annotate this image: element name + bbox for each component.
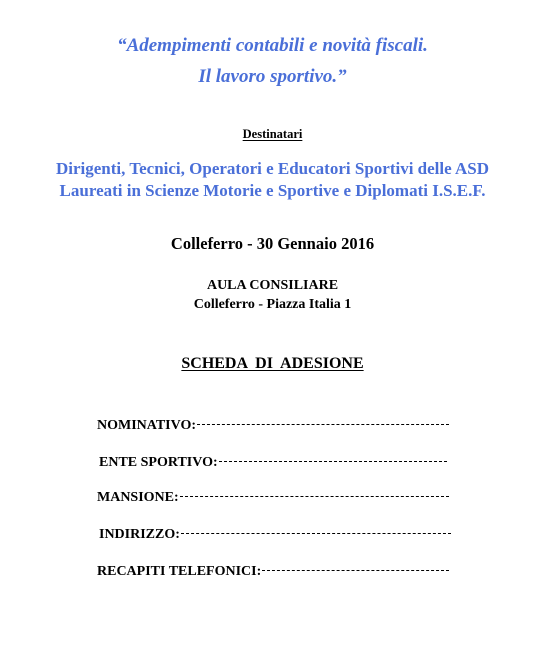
fill-in-line: [262, 569, 449, 571]
field-mansione: [97, 489, 449, 507]
field-label: ENTE SPORTIVO:: [99, 455, 218, 470]
field-ente-sportivo: [99, 454, 447, 472]
fill-in-line: [219, 460, 447, 462]
field-recapiti-telefonici: [97, 563, 449, 581]
field-indirizzo: [99, 526, 451, 544]
field-label: RECAPITI TELEFONICI:: [97, 564, 262, 579]
venue-address: Colleferro - Piazza Italia 1: [193, 297, 352, 312]
event-date: Colleferro - 30 Gennaio 2016: [170, 234, 375, 253]
field-label: MANSIONE:: [97, 490, 179, 505]
fill-in-line: [181, 532, 451, 534]
venue-name: AULA CONSILIARE: [206, 278, 339, 293]
event-title-line-1: “Adempimenti contabili e novità fiscali.: [117, 35, 428, 56]
field-nominativo: [97, 417, 449, 435]
fill-in-line: [197, 423, 449, 425]
field-label: NOMINATIVO:: [97, 418, 197, 433]
audience-line-2: Laureati in Scienze Motorie e Sportive e Diplomati I.S.E.F.: [59, 181, 486, 200]
event-title-line-2: Il lavoro sportivo.”: [198, 66, 347, 87]
field-label: INDIRIZZO:: [99, 527, 180, 542]
audience-line-1: Dirigenti, Tecnici, Operatori e Educatori Sportivi delle ASD: [55, 159, 489, 178]
form-heading: SCHEDA DI ADESIONE: [181, 355, 364, 372]
audience-heading: Destinatari: [242, 127, 303, 141]
fill-in-line: [180, 495, 449, 497]
